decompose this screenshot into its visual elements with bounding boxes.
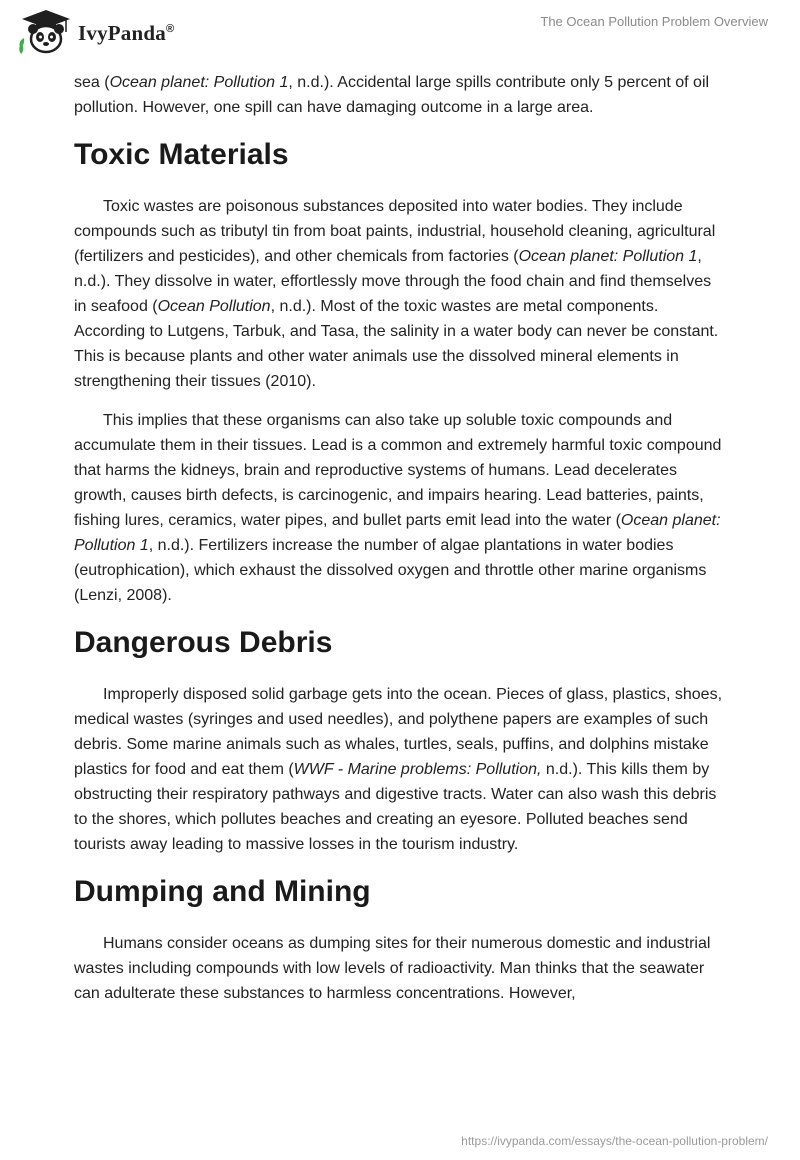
document-title: The Ocean Pollution Problem Overview bbox=[540, 14, 768, 29]
dumping-paragraph-1: Humans consider oceans as dumping sites for their numerous domestic and industrial wastes including compounds with low levels of radioactivity. Man thinks that the seawater can adulterate these substances to harmless concentrations. However, bbox=[74, 935, 711, 1002]
toxic-paragraph-2: This implies that these organisms can also take up soluble toxic compounds and accumulate them in their tissues. Lead is a common and extremely harmful toxic compound that harms the kidneys, brain and reproductive systems of humans. Lead decelerates growth, causes birth defects, is carcinogenic, and impairs hearing. Lead batteries, paints, fishing lures, ceramics, water pipes, and bullet parts emit lead into the water (Ocean planet: Pollution 1, n.d.). Fertilizers increase the number of algae plantations in water bodies (eutrophication), which exhaust the dissolved oxygen and throttle other marine organisms (Lenzi, 2008). bbox=[74, 412, 722, 604]
brand-logo[interactable] bbox=[16, 8, 196, 56]
heading-dumping-mining: Dumping and Mining bbox=[74, 875, 371, 908]
essay-body bbox=[74, 70, 726, 1020]
source-url[interactable]: https://ivypanda.com/essays/the-ocean-pollution-problem/ bbox=[461, 1134, 768, 1148]
heading-toxic-materials: Toxic Materials bbox=[74, 138, 289, 171]
debris-paragraph-1: Improperly disposed solid garbage gets into the ocean. Pieces of glass, plastics, shoes, medical wastes (syringes and used needles), and polythene papers are examples of such debris. Some marine animals such as whales, turtles, seals, puffins, and dolphins mistake plastics for food and eat them (WWF - Marine problems: Pollution, n.d.). This kills them by obstructing their respiratory pathways and digestive tracts. Water can also wash this debris to the shores, which pollutes beaches and creating an eyesore. Polluted beaches send tourists away leading to massive losses in the tourism industry. bbox=[74, 686, 723, 853]
toxic-paragraph-1: Toxic wastes are poisonous substances deposited into water bodies. They include compounds such as tributyl tin from boat paints, industrial, household cleaning, agricultural (fertilizers and pesticides), and other chemicals from factories (Ocean planet: Pollution 1, n.d.). They dissolve in water, effortlessly move through the food chain and find themselves in seafood (Ocean Pollution, n.d.). Most of the toxic wastes are metal components. According to Lutgens, Tarbuk, and Tasa, the salinity in a water body can never be constant. This is because plants and other water animals use the dissolved mineral elements in strengthening their tissues (2010). bbox=[74, 198, 719, 390]
page-header bbox=[0, 0, 800, 70]
brand-name: IvyPanda® bbox=[78, 21, 175, 45]
intro-paragraph: sea (Ocean planet: Pollution 1, n.d.). Accidental large spills contribute only 5 percent of oil pollution. However, one spill can have damaging outcome in a large area. bbox=[74, 74, 710, 116]
heading-dangerous-debris: Dangerous Debris bbox=[74, 626, 333, 659]
panda-graduate-icon bbox=[16, 8, 76, 56]
